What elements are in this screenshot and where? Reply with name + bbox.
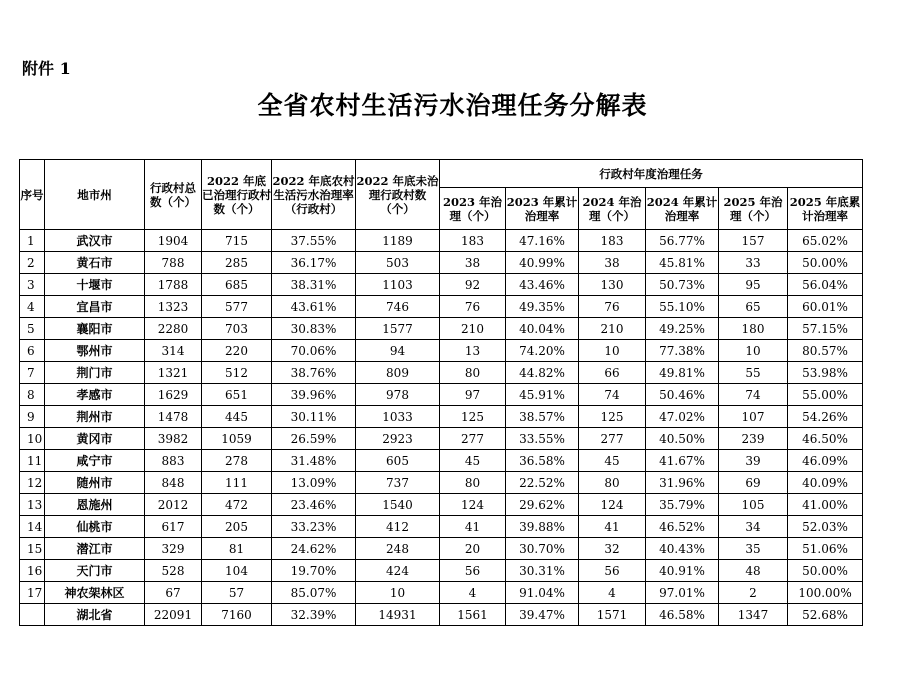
cell-2025-count: 33 — [719, 252, 788, 274]
total-row — [20, 604, 863, 626]
cell-2025-count: 107 — [719, 406, 788, 428]
cell-2024-rate: 56.77% — [646, 230, 719, 252]
cell-2025-rate: 50.00% — [788, 560, 863, 582]
cell-2023-rate: 30.70% — [506, 538, 579, 560]
cell-treated-2022: 685 — [202, 274, 272, 296]
cell-2024-rate: 41.67% — [646, 450, 719, 472]
cell-2024-count: 76 — [579, 296, 646, 318]
cell-2024-count: 130 — [579, 274, 646, 296]
cell-rate-2022: 19.70% — [272, 560, 356, 582]
cell-2024-count: 41 — [579, 516, 646, 538]
cell-2024-count: 277 — [579, 428, 646, 450]
header-city: 地市州 — [45, 160, 145, 230]
cell-untreated-2022: 809 — [356, 362, 440, 384]
cell-untreated-2022: 605 — [356, 450, 440, 472]
cell-rate-2022: 37.55% — [272, 230, 356, 252]
cell-2023-count: 38 — [440, 252, 506, 274]
cell-idx — [20, 604, 45, 626]
cell-untreated-2022: 1577 — [356, 318, 440, 340]
cell-total-villages: 1321 — [145, 362, 202, 384]
cell-total-villages: 329 — [145, 538, 202, 560]
cell-2023-count: 124 — [440, 494, 506, 516]
cell-untreated-2022: 503 — [356, 252, 440, 274]
cell-2025-count: 180 — [719, 318, 788, 340]
cell-idx: 17 — [20, 582, 45, 604]
cell-2025-count: 48 — [719, 560, 788, 582]
cell-total-villages: 1323 — [145, 296, 202, 318]
cell-treated-2022: 577 — [202, 296, 272, 318]
cell-untreated-2022: 94 — [356, 340, 440, 362]
cell-treated-2022: 220 — [202, 340, 272, 362]
cell-2024-count: 56 — [579, 560, 646, 582]
table-row — [20, 384, 863, 406]
cell-rate-2022: 38.31% — [272, 274, 356, 296]
cell-2023-count: 13 — [440, 340, 506, 362]
table-row — [20, 560, 863, 582]
header-2023-rate: 2023 年累计治理率 — [506, 188, 579, 230]
cell-2024-rate: 97.01% — [646, 582, 719, 604]
header-annual-group: 行政村年度治理任务 — [440, 160, 863, 188]
cell-2023-count: 20 — [440, 538, 506, 560]
cell-2024-count: 32 — [579, 538, 646, 560]
header-2023-count: 2023 年治理（个） — [440, 188, 506, 230]
cell-rate-2022: 31.48% — [272, 450, 356, 472]
cell-2025-rate: 100.00% — [788, 582, 863, 604]
cell-city: 神农架林区 — [45, 582, 145, 604]
cell-2023-rate: 30.31% — [506, 560, 579, 582]
cell-2023-rate: 36.58% — [506, 450, 579, 472]
cell-2025-count: 95 — [719, 274, 788, 296]
cell-2023-count: 76 — [440, 296, 506, 318]
cell-rate-2022: 32.39% — [272, 604, 356, 626]
cell-untreated-2022: 14931 — [356, 604, 440, 626]
cell-2024-rate: 31.96% — [646, 472, 719, 494]
cell-2024-rate: 45.81% — [646, 252, 719, 274]
cell-2024-rate: 49.81% — [646, 362, 719, 384]
table-row — [20, 516, 863, 538]
cell-total-villages: 22091 — [145, 604, 202, 626]
cell-idx: 3 — [20, 274, 45, 296]
cell-2025-rate: 54.26% — [788, 406, 863, 428]
cell-2025-count: 35 — [719, 538, 788, 560]
cell-2025-rate: 60.01% — [788, 296, 863, 318]
cell-2023-count: 80 — [440, 472, 506, 494]
cell-rate-2022: 30.83% — [272, 318, 356, 340]
cell-total-villages: 2280 — [145, 318, 202, 340]
table-row — [20, 274, 863, 296]
cell-2023-count: 183 — [440, 230, 506, 252]
cell-rate-2022: 36.17% — [272, 252, 356, 274]
cell-untreated-2022: 1033 — [356, 406, 440, 428]
cell-2025-count: 34 — [719, 516, 788, 538]
cell-idx: 13 — [20, 494, 45, 516]
cell-idx: 4 — [20, 296, 45, 318]
cell-2024-rate: 77.38% — [646, 340, 719, 362]
table-row — [20, 252, 863, 274]
cell-2024-rate: 46.52% — [646, 516, 719, 538]
cell-treated-2022: 1059 — [202, 428, 272, 450]
cell-2023-count: 4 — [440, 582, 506, 604]
table-body — [20, 230, 863, 626]
cell-2025-rate: 46.50% — [788, 428, 863, 450]
cell-2025-count: 1347 — [719, 604, 788, 626]
cell-2024-count: 10 — [579, 340, 646, 362]
cell-2025-rate: 41.00% — [788, 494, 863, 516]
cell-treated-2022: 285 — [202, 252, 272, 274]
cell-2023-count: 210 — [440, 318, 506, 340]
cell-2023-rate: 39.88% — [506, 516, 579, 538]
cell-untreated-2022: 1540 — [356, 494, 440, 516]
cell-2024-rate: 47.02% — [646, 406, 719, 428]
cell-2023-count: 125 — [440, 406, 506, 428]
cell-2024-rate: 40.50% — [646, 428, 719, 450]
cell-2023-rate: 38.57% — [506, 406, 579, 428]
task-table — [19, 159, 863, 626]
header-2024-rate: 2024 年累计治理率 — [646, 188, 719, 230]
cell-treated-2022: 512 — [202, 362, 272, 384]
cell-idx: 15 — [20, 538, 45, 560]
cell-2025-rate: 52.68% — [788, 604, 863, 626]
cell-treated-2022: 104 — [202, 560, 272, 582]
cell-2023-rate: 39.47% — [506, 604, 579, 626]
cell-2025-count: 2 — [719, 582, 788, 604]
cell-rate-2022: 38.76% — [272, 362, 356, 384]
cell-2023-count: 45 — [440, 450, 506, 472]
cell-total-villages: 67 — [145, 582, 202, 604]
cell-rate-2022: 70.06% — [272, 340, 356, 362]
cell-treated-2022: 472 — [202, 494, 272, 516]
cell-2025-count: 55 — [719, 362, 788, 384]
cell-2023-rate: 74.20% — [506, 340, 579, 362]
header-idx: 序号 — [20, 160, 45, 230]
cell-2024-count: 125 — [579, 406, 646, 428]
cell-rate-2022: 39.96% — [272, 384, 356, 406]
cell-untreated-2022: 978 — [356, 384, 440, 406]
cell-2025-rate: 40.09% — [788, 472, 863, 494]
cell-untreated-2022: 746 — [356, 296, 440, 318]
cell-untreated-2022: 2923 — [356, 428, 440, 450]
cell-total-villages: 883 — [145, 450, 202, 472]
cell-total-villages: 528 — [145, 560, 202, 582]
cell-2024-rate: 55.10% — [646, 296, 719, 318]
cell-total-villages: 314 — [145, 340, 202, 362]
cell-city: 鄂州市 — [45, 340, 145, 362]
table-row — [20, 340, 863, 362]
cell-2024-count: 74 — [579, 384, 646, 406]
cell-rate-2022: 30.11% — [272, 406, 356, 428]
cell-treated-2022: 57 — [202, 582, 272, 604]
cell-2023-rate: 47.16% — [506, 230, 579, 252]
cell-2023-count: 1561 — [440, 604, 506, 626]
cell-total-villages: 617 — [145, 516, 202, 538]
cell-total-villages: 848 — [145, 472, 202, 494]
cell-idx: 8 — [20, 384, 45, 406]
cell-2025-rate: 56.04% — [788, 274, 863, 296]
table-row — [20, 472, 863, 494]
cell-total-villages: 1904 — [145, 230, 202, 252]
cell-rate-2022: 85.07% — [272, 582, 356, 604]
cell-2025-count: 65 — [719, 296, 788, 318]
cell-2023-rate: 44.82% — [506, 362, 579, 384]
cell-treated-2022: 278 — [202, 450, 272, 472]
cell-2023-rate: 45.91% — [506, 384, 579, 406]
cell-2023-rate: 22.52% — [506, 472, 579, 494]
cell-2025-count: 239 — [719, 428, 788, 450]
cell-2024-rate: 46.58% — [646, 604, 719, 626]
cell-city: 孝感市 — [45, 384, 145, 406]
cell-treated-2022: 651 — [202, 384, 272, 406]
cell-2024-rate: 40.91% — [646, 560, 719, 582]
cell-2023-count: 56 — [440, 560, 506, 582]
cell-city: 湖北省 — [45, 604, 145, 626]
cell-2025-rate: 55.00% — [788, 384, 863, 406]
table-row — [20, 406, 863, 428]
cell-2024-rate: 50.46% — [646, 384, 719, 406]
header-rate-2022: 2022 年底农村生活污水治理率（行政村） — [272, 160, 356, 230]
cell-idx: 14 — [20, 516, 45, 538]
cell-total-villages: 1788 — [145, 274, 202, 296]
cell-untreated-2022: 248 — [356, 538, 440, 560]
cell-2025-rate: 50.00% — [788, 252, 863, 274]
cell-idx: 5 — [20, 318, 45, 340]
header-2025-count: 2025 年治理（个） — [719, 188, 788, 230]
cell-2025-count: 105 — [719, 494, 788, 516]
cell-total-villages: 3982 — [145, 428, 202, 450]
cell-untreated-2022: 1189 — [356, 230, 440, 252]
cell-2024-count: 1571 — [579, 604, 646, 626]
cell-idx: 7 — [20, 362, 45, 384]
page-title: 全省农村生活污水治理任务分解表 — [257, 91, 648, 120]
cell-city: 天门市 — [45, 560, 145, 582]
cell-rate-2022: 13.09% — [272, 472, 356, 494]
cell-2024-count: 124 — [579, 494, 646, 516]
cell-idx: 11 — [20, 450, 45, 472]
cell-city: 仙桃市 — [45, 516, 145, 538]
cell-total-villages: 2012 — [145, 494, 202, 516]
cell-2023-rate: 40.99% — [506, 252, 579, 274]
cell-idx: 9 — [20, 406, 45, 428]
cell-city: 荆州市 — [45, 406, 145, 428]
cell-2025-rate: 80.57% — [788, 340, 863, 362]
cell-2023-rate: 91.04% — [506, 582, 579, 604]
cell-untreated-2022: 412 — [356, 516, 440, 538]
cell-rate-2022: 26.59% — [272, 428, 356, 450]
cell-city: 武汉市 — [45, 230, 145, 252]
cell-treated-2022: 703 — [202, 318, 272, 340]
cell-2024-count: 66 — [579, 362, 646, 384]
cell-idx: 10 — [20, 428, 45, 450]
table-row — [20, 362, 863, 384]
cell-idx: 16 — [20, 560, 45, 582]
cell-2024-count: 38 — [579, 252, 646, 274]
cell-city: 襄阳市 — [45, 318, 145, 340]
table-row — [20, 582, 863, 604]
cell-2025-rate: 51.06% — [788, 538, 863, 560]
cell-rate-2022: 33.23% — [272, 516, 356, 538]
cell-city: 十堰市 — [45, 274, 145, 296]
cell-idx: 1 — [20, 230, 45, 252]
cell-rate-2022: 24.62% — [272, 538, 356, 560]
cell-2023-rate: 29.62% — [506, 494, 579, 516]
cell-2023-rate: 40.04% — [506, 318, 579, 340]
cell-untreated-2022: 424 — [356, 560, 440, 582]
cell-idx: 6 — [20, 340, 45, 362]
header-untreated-2022: 2022 年底未治理行政村数（个） — [356, 160, 440, 230]
cell-2025-rate: 46.09% — [788, 450, 863, 472]
cell-untreated-2022: 1103 — [356, 274, 440, 296]
cell-untreated-2022: 10 — [356, 582, 440, 604]
cell-2024-rate: 40.43% — [646, 538, 719, 560]
cell-2023-rate: 49.35% — [506, 296, 579, 318]
cell-city: 咸宁市 — [45, 450, 145, 472]
table-row — [20, 296, 863, 318]
header-total-villages: 行政村总数（个） — [145, 160, 202, 230]
cell-total-villages: 1478 — [145, 406, 202, 428]
cell-2024-count: 4 — [579, 582, 646, 604]
cell-2023-count: 80 — [440, 362, 506, 384]
cell-2025-rate: 52.03% — [788, 516, 863, 538]
cell-treated-2022: 111 — [202, 472, 272, 494]
cell-treated-2022: 81 — [202, 538, 272, 560]
cell-2023-count: 97 — [440, 384, 506, 406]
cell-rate-2022: 23.46% — [272, 494, 356, 516]
cell-idx: 2 — [20, 252, 45, 274]
cell-2025-count: 10 — [719, 340, 788, 362]
cell-2023-count: 92 — [440, 274, 506, 296]
cell-city: 恩施州 — [45, 494, 145, 516]
cell-2025-rate: 53.98% — [788, 362, 863, 384]
table-row — [20, 450, 863, 472]
cell-city: 宜昌市 — [45, 296, 145, 318]
cell-total-villages: 1629 — [145, 384, 202, 406]
table-row — [20, 230, 863, 252]
cell-2025-count: 39 — [719, 450, 788, 472]
cell-2025-count: 74 — [719, 384, 788, 406]
table-row — [20, 494, 863, 516]
cell-2024-count: 183 — [579, 230, 646, 252]
cell-2024-rate: 50.73% — [646, 274, 719, 296]
cell-2023-count: 277 — [440, 428, 506, 450]
header-2024-count: 2024 年治理（个） — [579, 188, 646, 230]
table-row — [20, 428, 863, 450]
cell-2023-rate: 43.46% — [506, 274, 579, 296]
cell-2023-count: 41 — [440, 516, 506, 538]
table-row — [20, 318, 863, 340]
cell-rate-2022: 43.61% — [272, 296, 356, 318]
cell-treated-2022: 715 — [202, 230, 272, 252]
cell-2025-count: 157 — [719, 230, 788, 252]
cell-2025-rate: 65.02% — [788, 230, 863, 252]
cell-2025-rate: 57.15% — [788, 318, 863, 340]
cell-2024-count: 45 — [579, 450, 646, 472]
cell-untreated-2022: 737 — [356, 472, 440, 494]
cell-2025-count: 69 — [719, 472, 788, 494]
header-treated-2022: 2022 年底已治理行政村数（个） — [202, 160, 272, 230]
cell-city: 随州市 — [45, 472, 145, 494]
cell-2024-count: 80 — [579, 472, 646, 494]
cell-idx: 12 — [20, 472, 45, 494]
cell-city: 黄冈市 — [45, 428, 145, 450]
cell-total-villages: 788 — [145, 252, 202, 274]
header-2025-rate: 2025 年底累计治理率 — [788, 188, 863, 230]
cell-city: 潜江市 — [45, 538, 145, 560]
cell-treated-2022: 445 — [202, 406, 272, 428]
cell-2024-rate: 35.79% — [646, 494, 719, 516]
cell-2024-count: 210 — [579, 318, 646, 340]
table-row — [20, 538, 863, 560]
cell-city: 荆门市 — [45, 362, 145, 384]
cell-treated-2022: 7160 — [202, 604, 272, 626]
attachment-label: 附件 1 — [22, 59, 71, 78]
cell-2024-rate: 49.25% — [646, 318, 719, 340]
cell-city: 黄石市 — [45, 252, 145, 274]
cell-2023-rate: 33.55% — [506, 428, 579, 450]
cell-treated-2022: 205 — [202, 516, 272, 538]
